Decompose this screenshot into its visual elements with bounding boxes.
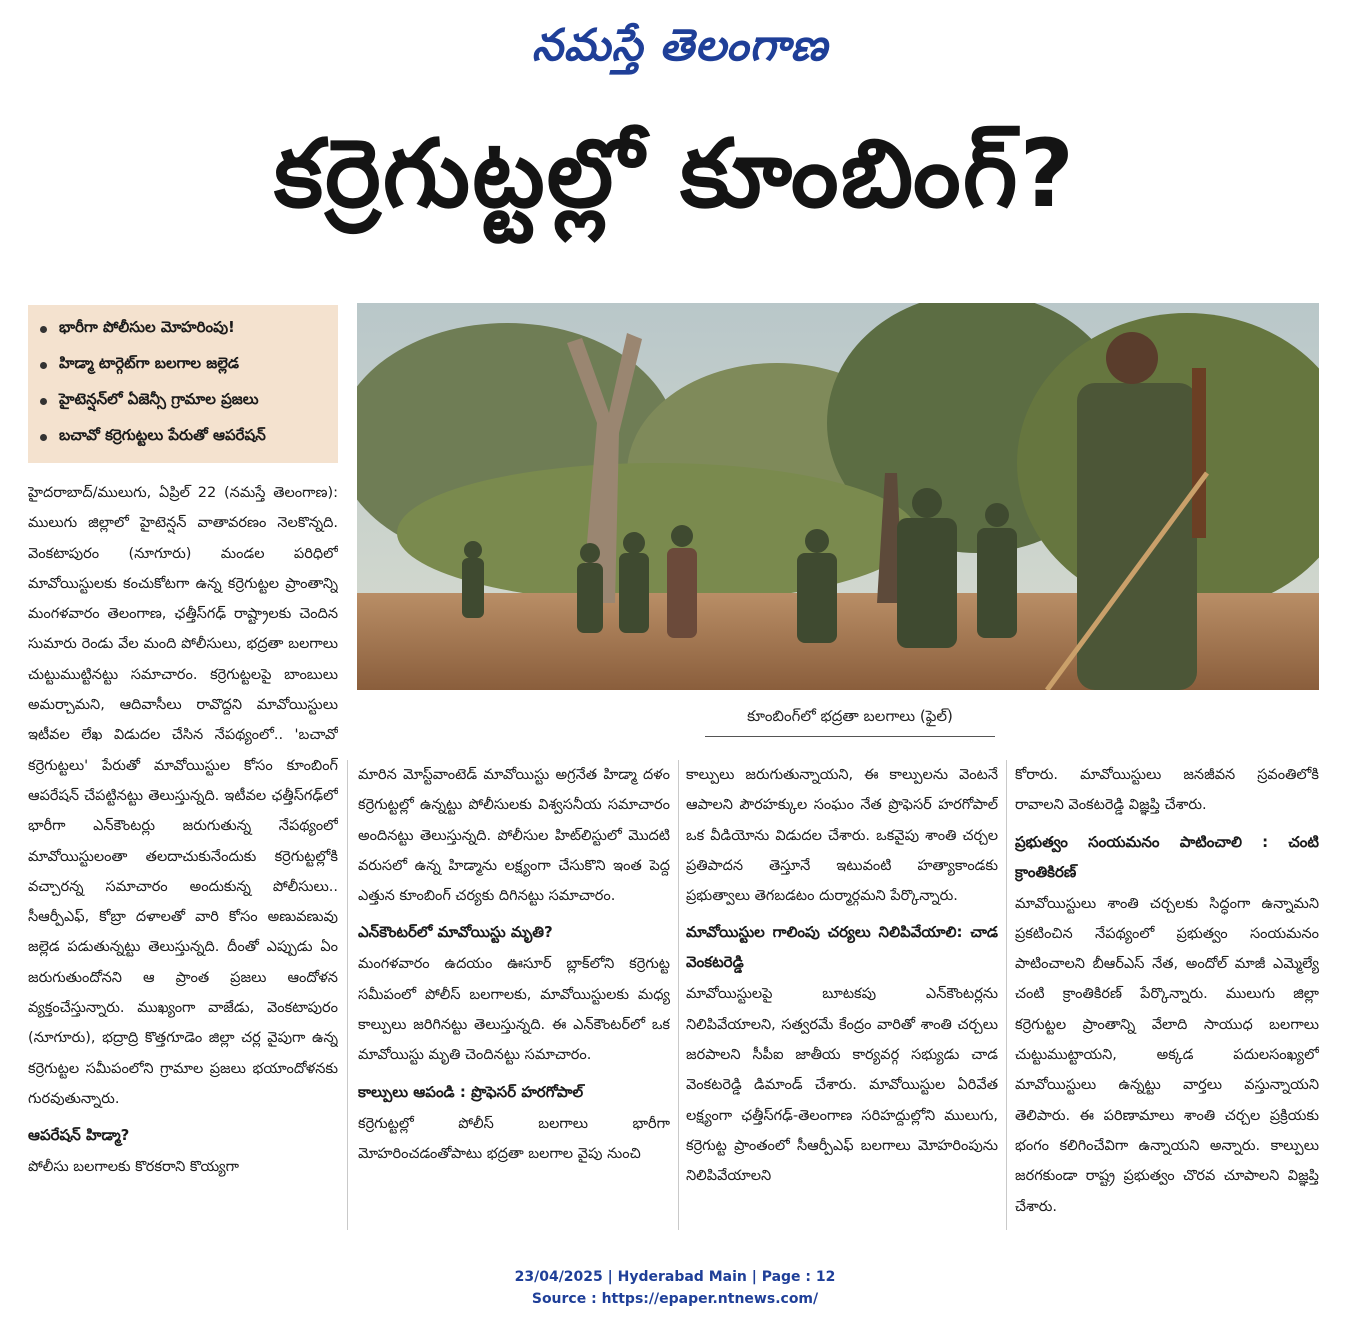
highlight-item: భారీగా పోలీసుల మోహరింపు! (36, 311, 330, 347)
article-paragraph: కర్రెగుట్టల్లో పోలీస్ బలగాలు భారీగా మోహరించడంతోపాటు భద్రతా బలగాల వైపు నుంచి (358, 1115, 670, 1162)
bullet-icon (40, 434, 47, 441)
column-divider (1006, 760, 1007, 1230)
article-paragraph: మావోయిస్టులు శాంతి చర్చలకు సిద్ధంగా ఉన్నామని ప్రకటించిన నేపథ్యంలో ప్రభుత్వం సంయమనం పాటించాలని బీఆర్‌ఎస్ నేత, అందోల్ మాజీ ఎమ్మెల్యే చంటి క్రాంతికిరణ్ పేర్కొన్నారు. ములుగు జిల్లా కర్రెగుట్టల ప్రాంతాన్ని వేలాది సాయుధ బలగాలు చుట్టుముట్టాయని, అక్కడ పదులసంఖ్యలో మావోయిస్టులు ఉన్నట్టు వార్తలు వస్తున్నాయని తెలిపారు. ఈ పరిణామాలు శాంతి చర్చల ప్రక్రియకు భంగం కలిగించేవిగా ఉన్నాయని అన్నారు. కాల్పులు జరగకుండా రాష్ట్ర ప్రభుత్వం చొరవ చూపాలని విజ్ఞప్తి చేశారు. (1015, 895, 1319, 1215)
article-paragraph: మారిన మోస్ట్‌వాంటెడ్ మావోయిస్టు అగ్రనేత హిడ్మా దళం కర్రెగుట్టల్లో ఉన్నట్టు పోలీసులకు విశ్వసనీయ సమాచారం అందినట్టు తెలుస్తున్నది. పోలీసుల హిట్‌లిస్టులో మొదటి వరుసలో ఉన్న హిడ్మాను లక్ష్యంగా చేసుకొని ఇంత పెద్ద ఎత్తున కూంబింగ్ చర్యకు దిగినట్టు సమాచారం. (358, 767, 670, 905)
bullet-icon (40, 326, 47, 333)
article-paragraph: కోరారు. మావోయిస్టులు జనజీవన స్రవంతిలోకి రావాలని వెంకటరెడ్డి విజ్ఞప్తి చేశారు. (1015, 767, 1319, 814)
article-subheading: ప్రభుత్వం సంయమనం పాటించాలి : చంటి క్రాంతికిరణ్ (1015, 832, 1319, 881)
article-subheading: ఆపరేషన్ హిడ్మా? (28, 1126, 130, 1145)
newspaper-masthead: నమస్తే తెలంగాణ (531, 20, 829, 71)
article-paragraph: మంగళవారం ఉదయం ఊసూర్ బ్లాక్‌లోని కర్రెగుట్ట సమీపంలో పోలీస్ బలగాలకు, మావోయిస్టులకు మధ్య కాల్పులు జరిగినట్టు తెలుస్తున్నది. ఈ ఎన్‌కౌంటర్‌లో ఒక మావోయిస్టు మృతి చెందినట్టు సమాచారం. (358, 956, 670, 1064)
highlight-item: హైటెన్షన్‌లో ఏజెన్సీ గ్రామాల ప్రజలు (36, 383, 330, 419)
article-paragraph: కాల్పులు జరుగుతున్నాయని, ఈ కాల్పులను వెంటనే ఆపాలని పౌరహక్కుల సంఘం నేత ప్రొఫెసర్ హరగోపాల్ ఒక వీడియోను విడుదల చేశారు. ఒకవైపు శాంతి చర్చల ప్రతిపాదన తెస్తూనే ఇటువంటి హత్యాకాండకు ప్రభుత్వాలు తెగబడటం దుర్మార్గమని పేర్కొన్నారు. (686, 767, 998, 905)
article-column-2 (358, 760, 670, 1240)
headline: కర్రెగుట్టల్లో కూంబింగ్? (273, 120, 1077, 229)
caption-divider (705, 736, 995, 737)
article-column-4 (1015, 760, 1319, 1240)
article-subheading: కాల్పులు ఆపండి : ప్రొఫెసర్ హరగోపాల్ (358, 1082, 584, 1101)
article-paragraph: హైదరాబాద్/ములుగు, ఏప్రిల్ 22 (నమస్తే తెలంగాణ): ములుగు జిల్లాలో హైటెన్షన్ వాతావరణం నెలకొన్నది. వెంకటాపురం (నూగూరు) మండల పరిధిలో మావోయిస్టులకు కంచుకోటగా ఉన్న కర్రెగుట్టల ప్రాంతాన్ని మంగళవారం తెలంగాణ, ఛత్తీస్‌గఢ్ రాష్ట్రాలకు చెందిన సుమారు రెండు వేల మంది పోలీసులు, భద్రతా బలగాలు చుట్టుముట్టినట్టు సమాచారం. కర్రెగుట్టలపై బాంబులు అమర్చామని, ఆదివాసీలు రావొద్దని మావోయిస్టులు ఇటీవల లేఖ విడుదల చేసిన నేపథ్యంలో.. 'బచావో కర్రెగుట్టలు' పేరుతో మావోయిస్టుల కోసం కూంబింగ్ ఆపరేషన్ చేపట్టినట్టు తెలుస్తున్నది. ఇటీవల ఛత్తీస్‌గఢ్‌లో భారీగా ఎన్‌కౌంటర్లు జరుగుతున్న నేపథ్యంలో మావోయిస్టులంతా తలదాచుకునేందుకు కర్రెగుట్టల్లోకి వచ్చారన్న సమాచారం అందుకున్న పోలీసులు.. సీఆర్పీఎఫ్, కోబ్రా దళాలతో వారి కోసం అణువణువు జల్లెడ పడుతున్నట్టు తెలుస్తున్నది. దీంతో ఎప్పుడు ఏం జరుగుతుందోనని ఆ ప్రాంత ప్రజలు ఆందోళన వ్యక్తంచేస్తున్నారు. ముఖ్యంగా వాజేడు, వెంకటాపురం (నూగూరు), భద్రాద్రి కొత్తగూడెం జిల్లా చర్ల వైపుగా ఉన్న కర్రెగుట్టల సమీపంలోని గ్రామాల ప్రజలు భయాందోళనకు గురవుతున్నారు. (28, 485, 338, 1107)
article-paragraph: మావోయిస్టులపై బూటకపు ఎన్‌కౌంటర్లను నిలిపివేయాలని, సత్వరమే కేంద్రం వారితో శాంతి చర్చలు జరపాలని సీపీఐ జాతీయ కార్యవర్గ సభ్యుడు చాడ వెంకటరెడ్డి డిమాండ్ చేశారు. మావోయిస్టుల ఏరివేత లక్ష్యంగా ఛత్తీస్‌గఢ్-తెలంగాణ సరిహద్దుల్లోని ములుగు, కర్రెగుట్ట ప్రాంతంలో సీఆర్పీఎఫ్ బలగాలు మోహరింపును నిలిపివేయాలని (686, 986, 998, 1185)
column-divider (347, 760, 348, 1230)
column-divider (678, 760, 679, 1230)
highlights-box (28, 305, 338, 463)
source-link[interactable]: Source : https://epaper.ntnews.com/ (531, 1291, 819, 1307)
article-paragraph: పోలీసు బలగాలకు కొరకరాని కొయ్యగా (28, 1159, 240, 1176)
edition-info: 23/04/2025 | Hyderabad Main | Page : 12 (514, 1269, 836, 1285)
article-column-1 (28, 478, 338, 1238)
article-subheading: మావోయిస్టుల గాలింపు చర్యలు నిలిపివేయాలి: చాడ వెంకటరెడ్డి (686, 923, 998, 972)
photo-caption: కూంబింగ్‌లో భద్రతా బలగాలు (ఫైల్) (747, 707, 953, 725)
news-photo (357, 303, 1319, 690)
highlight-item: హిడ్మా టార్గెట్‌గా బలగాల జల్లెడ (36, 347, 330, 383)
article-subheading: ఎన్‌కౌంటర్‌లో మావోయిస్టు మృతి? (358, 923, 553, 942)
forest-patrol-photo (357, 303, 1319, 690)
highlight-item: బచావో కర్రెగుట్టలు పేరుతో ఆపరేషన్ (36, 419, 330, 455)
bullet-icon (40, 362, 47, 369)
page-footer (400, 1266, 950, 1310)
article-column-3 (686, 760, 998, 1240)
bullet-icon (40, 398, 47, 405)
